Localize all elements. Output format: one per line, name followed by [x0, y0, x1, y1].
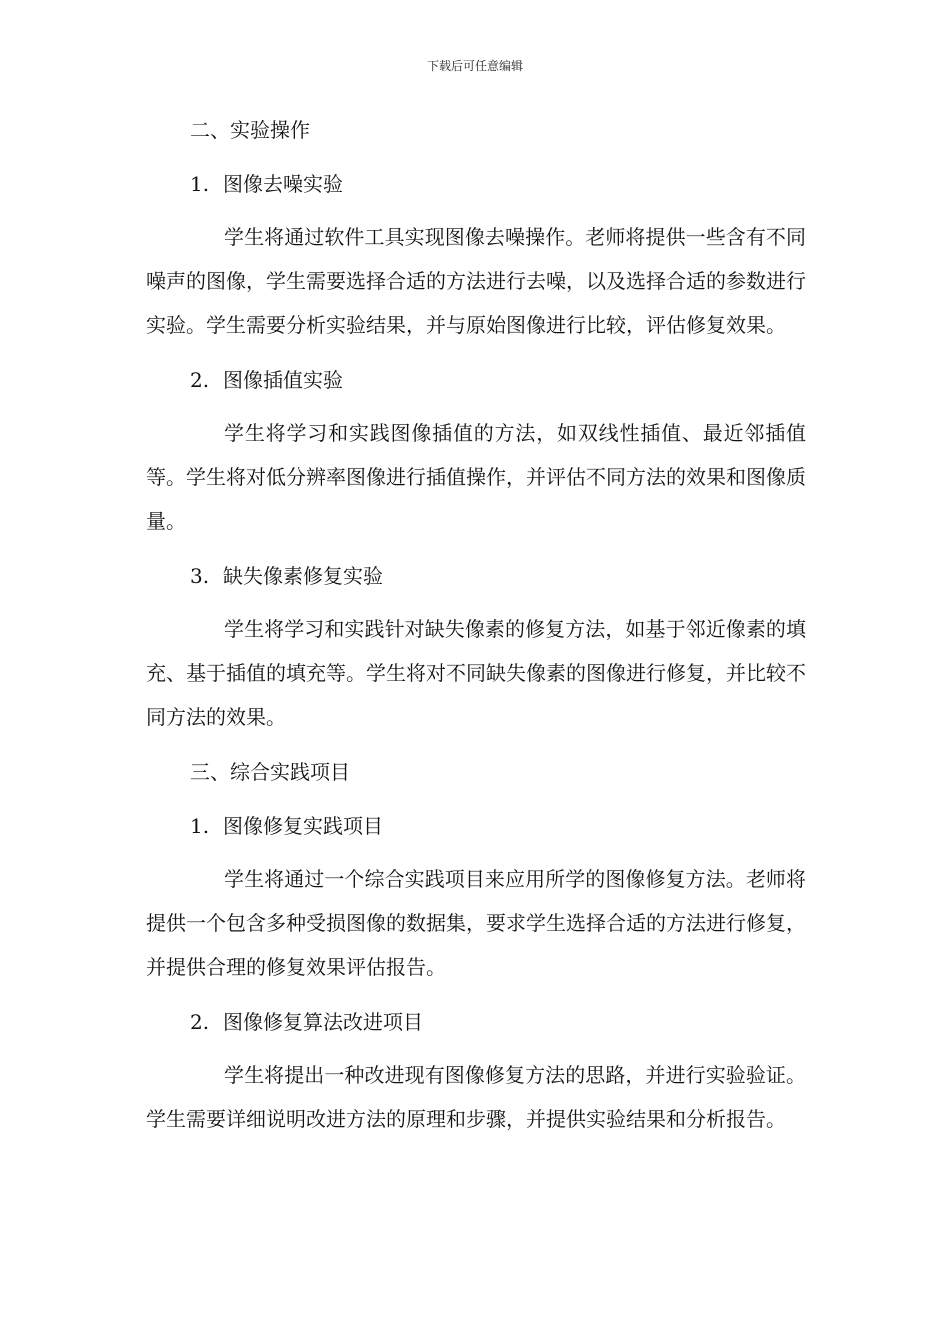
- subsection-title-interpolation: [146, 361, 806, 399]
- subsection-number: 2.: [190, 1010, 210, 1034]
- paragraph-algorithm-project: [146, 1053, 806, 1141]
- paragraph-line: 学生将学习和实践图像插值的方法，如双线性插值、最近邻: [224, 421, 766, 445]
- paragraph-line: 方法进行修复，并提供合理的修复效果评估报告。: [146, 911, 806, 979]
- paragraph-line: 插值等。学生将对低分辨率图像进行插值操作，并评估不同方法的: [146, 421, 807, 489]
- paragraph-line: 修复，并比较不同方法的效果。: [146, 661, 806, 729]
- paragraph-line: 效果和图像质量。: [146, 465, 806, 533]
- page-header: 下载后可任意编辑: [426, 59, 523, 73]
- paragraph-interpolation: [146, 411, 806, 543]
- paragraph-missing-pixel: [146, 607, 806, 739]
- paragraph-line: 验证。学生需要详细说明改进方法的原理和步骤，并提供实验结果: [146, 1063, 807, 1131]
- subsection-title-algorithm-project: [146, 1003, 806, 1041]
- section-heading-experiment: 二、实验操作: [190, 118, 310, 142]
- paragraph-line: 和分析报告。: [666, 1107, 786, 1131]
- paragraph-line: 学生将通过一个综合实践项目来应用所学的图像修复方法。: [224, 867, 746, 891]
- subsection-title-missing-pixel: [146, 557, 806, 595]
- document-body: [146, 111, 806, 1155]
- section-heading-project: 三、综合实践项目: [190, 760, 350, 784]
- subsection-title-text: 图像插值实验: [223, 368, 343, 392]
- subsection-title-denoise: [146, 165, 806, 203]
- paragraph-line: 比较，评估修复效果。: [586, 313, 786, 337]
- subsection-number: 2.: [190, 368, 210, 392]
- paragraph-line: 有不同噪声的图像，学生需要选择合适的方法进行去噪，以及选择: [146, 225, 807, 293]
- paragraph-line: 合适的参数进行实验。学生需要分析实验结果，并与原始图像进行: [146, 269, 806, 337]
- paragraph-line: 学生将通过软件工具实现图像去噪操作。老师将提供一些含: [224, 225, 746, 249]
- subsection-title-text: 图像修复算法改进项目: [223, 1010, 423, 1034]
- subsection-title-text: 缺失像素修复实验: [223, 564, 383, 588]
- paragraph-line: 素的填充、基于插值的填充等。学生将对不同缺失像素的图像进行: [146, 617, 807, 685]
- subsection-title-restoration-project: [146, 807, 806, 845]
- paragraph-line: 学生将提出一种改进现有图像修复方法的思路，并进行实验: [224, 1063, 746, 1087]
- paragraph-line: 老师将提供一个包含多种受损图像的数据集，要求学生选择合适的: [146, 867, 807, 935]
- paragraph-denoise: [146, 215, 806, 347]
- subsection-number: 1.: [190, 814, 210, 838]
- subsection-number: 3.: [190, 564, 210, 588]
- paragraph-restoration-project: [146, 857, 806, 989]
- paragraph-line: 学生将学习和实践针对缺失像素的修复方法，如基于邻近像: [224, 617, 746, 641]
- subsection-title-text: 图像去噪实验: [223, 172, 343, 196]
- subsection-number: 1.: [190, 172, 210, 196]
- subsection-title-text: 图像修复实践项目: [223, 814, 383, 838]
